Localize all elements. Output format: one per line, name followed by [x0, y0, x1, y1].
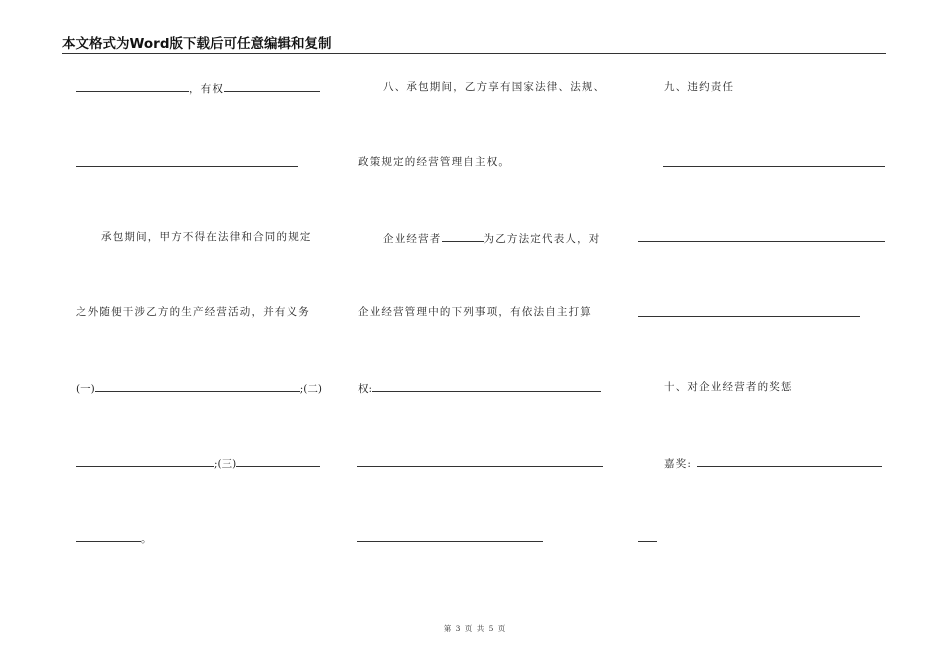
- blank-field: [638, 230, 885, 242]
- blank-field: [76, 530, 141, 542]
- middle-paragraph-line-2: 企业经营管理中的下列事项，有依法自主打算: [358, 306, 592, 318]
- blank-field: [76, 80, 189, 92]
- header-divider: [62, 53, 886, 54]
- middle-blank-line-2: [357, 530, 543, 546]
- right-blank-line-1: [663, 155, 885, 171]
- blank-field: [76, 155, 298, 167]
- blank-field: [697, 455, 882, 467]
- blank-field: [357, 530, 543, 542]
- left-line-1: [76, 80, 320, 96]
- middle-blank-line-1: [357, 455, 603, 471]
- section-8-heading-line-2: 政策规定的经营管理自主权。: [358, 156, 511, 168]
- middle-para-text-b: 为乙方法定代表人，对: [483, 233, 601, 245]
- right-blank-line-2: [638, 230, 885, 246]
- middle-para-prefix: 权:: [358, 383, 373, 395]
- blank-field: [442, 230, 484, 242]
- item-2-prefix: ;(二): [299, 383, 322, 395]
- middle-para-text-a: 企业经营者: [383, 233, 442, 245]
- middle-paragraph-line-3: [358, 380, 601, 396]
- section-8-heading-line-1: 八、承包期间，乙方享有国家法律、法规、: [383, 81, 606, 93]
- blank-field: [357, 455, 603, 467]
- blank-field: [663, 155, 885, 167]
- middle-paragraph-line-1: [383, 230, 601, 246]
- blank-field: [638, 305, 860, 317]
- item-1-prefix: (一): [76, 383, 95, 395]
- left-items-line-2: [76, 455, 320, 471]
- document-header: [62, 36, 886, 54]
- left-line-2: [76, 155, 298, 171]
- reward-line: [664, 455, 882, 471]
- left-items-line-1: [76, 380, 322, 396]
- left-line-1-text: ，有权: [189, 83, 225, 95]
- left-paragraph-line-2: 之外随便干涉乙方的生产经营活动，并有义务: [76, 306, 310, 318]
- left-items-line-3: [76, 530, 153, 546]
- item-3-prefix: ;(三): [214, 458, 237, 470]
- page-number: 第 3 页 共 5 页: [443, 624, 507, 633]
- blank-field: [224, 80, 320, 92]
- right-blank-line-4: [638, 530, 657, 546]
- header-title: 本文格式为Word版下载后可任意编辑和复制: [62, 36, 332, 52]
- blank-field: [76, 455, 214, 467]
- blank-field: [638, 530, 657, 542]
- blank-field: [95, 380, 300, 392]
- section-9-title: 九、违约责任: [664, 81, 735, 93]
- blank-field: [236, 455, 320, 467]
- right-blank-line-3: [638, 305, 860, 321]
- reward-label: 嘉奖:: [664, 458, 693, 470]
- left-paragraph-line-1: 承包期间，甲方不得在法律和合同的规定: [101, 231, 312, 243]
- end-mark: 。: [141, 533, 153, 545]
- blank-field: [372, 380, 601, 392]
- section-10-title: 十、对企业经营者的奖惩: [664, 381, 793, 393]
